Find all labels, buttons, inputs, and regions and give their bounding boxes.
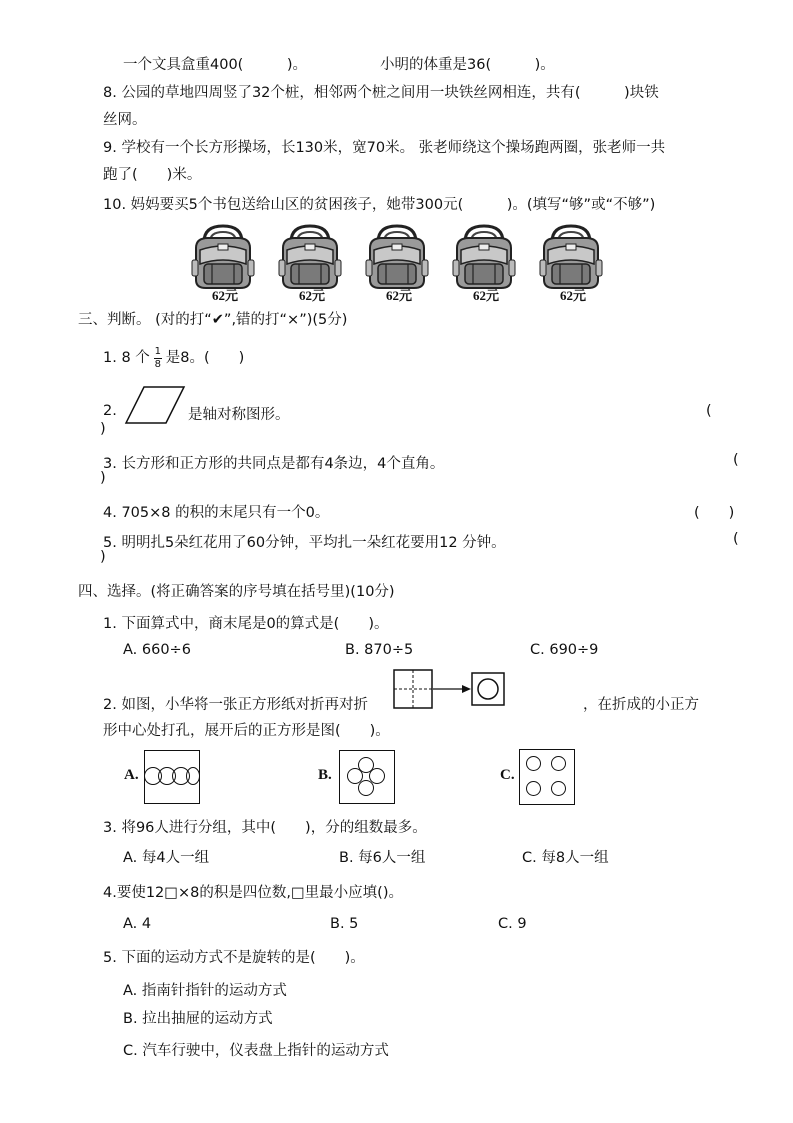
choice-q3-option-b: B. 每6人一组 — [339, 850, 426, 866]
option-a-figure — [144, 750, 200, 804]
fill-line-top-left: 一个文具盒重400( )。 — [123, 57, 307, 73]
judge-question-1 — [103, 346, 244, 370]
judge-q1-prefix: 1. 8 个 — [103, 350, 150, 366]
judge-q2-open-paren: ( — [706, 403, 712, 419]
hole-circle — [551, 756, 566, 771]
hole-circle — [347, 768, 363, 784]
choice-question-5: 5. 下面的运动方式不是旋转的是( )。 — [103, 950, 365, 966]
judge-q5-close-paren: ) — [100, 549, 106, 565]
hole-circle — [369, 768, 385, 784]
hole-circle — [551, 781, 566, 796]
choice-question-4: 4.要使12□×8的积是四位数,□里最小应填()。 — [103, 885, 403, 901]
hole-circle — [526, 781, 541, 796]
choice-q5-option-a: A. 指南针指针的运动方式 — [123, 983, 287, 999]
backpack-price: 62元 — [473, 288, 500, 303]
judge-question-3: 3. 长方形和正方形的共同点是都有4条边，4个直角。 — [103, 456, 445, 472]
judge-q5-open-paren: ( — [733, 531, 739, 547]
backpack-price: 62元 — [212, 288, 239, 303]
choice-question-1: 1. 下面算式中，商末尾是0的算式是( )。 — [103, 616, 389, 632]
choice-q1-option-c: C. 690÷9 — [530, 642, 599, 658]
choice-question-2-line1: 2. 如图，小华将一张正方形纸对折再对折 — [103, 697, 368, 713]
choice-q5-option-b: B. 拉出抽屉的运动方式 — [123, 1011, 273, 1027]
choice-q2-option-a-letter: A. — [124, 767, 139, 783]
choice-q1-option-a: A. 660÷6 — [123, 642, 191, 658]
fraction-denominator: 8 — [154, 358, 161, 370]
choice-q3-option-a: A. 每4人一组 — [123, 850, 210, 866]
backpack-icon — [451, 220, 517, 290]
fraction-numerator: 1 — [154, 345, 161, 357]
judge-question-5: 5. 明明扎5朵红花用了60分钟，平均扎一朵红花要用12 分钟。 — [103, 535, 506, 551]
backpack-price: 62元 — [299, 288, 326, 303]
choice-q3-option-c: C. 每8人一组 — [522, 850, 609, 866]
choice-q1-option-b: B. 870÷5 — [345, 642, 414, 658]
choice-q2-option-c-letter: C. — [500, 767, 515, 783]
option-c-figure — [519, 749, 575, 805]
backpack-price: 62元 — [386, 288, 413, 303]
parallelogram-figure — [124, 385, 186, 425]
choice-q4-option-a: A. 4 — [123, 916, 152, 932]
choice-q2-option-b-letter: B. — [318, 767, 332, 783]
judge-q3-open-paren: ( — [733, 452, 739, 468]
choice-heading: 四、选择。(将正确答案的序号填在括号里)(10分) — [78, 584, 395, 600]
judge-q2-close-paren: ) — [100, 421, 106, 437]
option-b-figure — [339, 750, 395, 804]
backpack-icon — [190, 220, 256, 290]
judge-q2-text: 是轴对称图形。 — [188, 407, 290, 423]
fill-line-top-right: 小明的体重是36( )。 — [380, 57, 555, 73]
choice-q4-option-c: C. 9 — [498, 916, 527, 932]
choice-question-3: 3. 将96人进行分组，其中( )，分的组数最多。 — [103, 820, 427, 836]
hole-circle — [186, 767, 200, 785]
hole-circle — [526, 756, 541, 771]
choice-q5-option-c: C. 汽车行驶中，仪表盘上指针的运动方式 — [123, 1043, 389, 1059]
backpack-icon — [277, 220, 343, 290]
judge-q3-close-paren: ) — [100, 470, 106, 486]
judge-q4-parens: ( ) — [694, 505, 735, 521]
judge-heading: 三、判断。 (对的打“✔”,错的打“×”)(5分) — [78, 312, 348, 328]
judge-question-4: 4. 705×8 的积的末尾只有一个0。 — [103, 505, 330, 521]
backpack-icon — [538, 220, 604, 290]
judge-q1-suffix: 是8。( ) — [165, 350, 245, 366]
choice-q4-option-b: B. 5 — [330, 916, 359, 932]
fill-question-10: 10. 妈妈要买5个书包送给山区的贫困孩子，她带300元( )。(填写“够”或“不够”) — [103, 197, 656, 213]
fill-question-9-line2: 跑了( )米。 — [103, 167, 202, 183]
judge-q2-number: 2. — [103, 403, 117, 419]
choice-question-2-line1-tail: ，在折成的小正方 — [583, 697, 699, 713]
backpack-price: 62元 — [560, 288, 587, 303]
fill-question-9-line1: 9. 学校有一个长方形操场，长130米，宽70米。 张老师绕这个操场跑两圈，张老师一共 — [103, 140, 666, 156]
paper-folding-diagram — [393, 668, 508, 713]
choice-question-2-line2: 形中心处打孔，展开后的正方形是图( )。 — [103, 723, 390, 739]
fill-question-8-line2: 丝网。 — [103, 112, 147, 128]
fraction-one-eighth — [154, 347, 162, 370]
fill-question-8-line1: 8. 公园的草地四周竖了32个桩，相邻两个桩之间用一块铁丝网相连，共有( )块铁 — [103, 85, 659, 101]
backpack-icon — [364, 220, 430, 290]
